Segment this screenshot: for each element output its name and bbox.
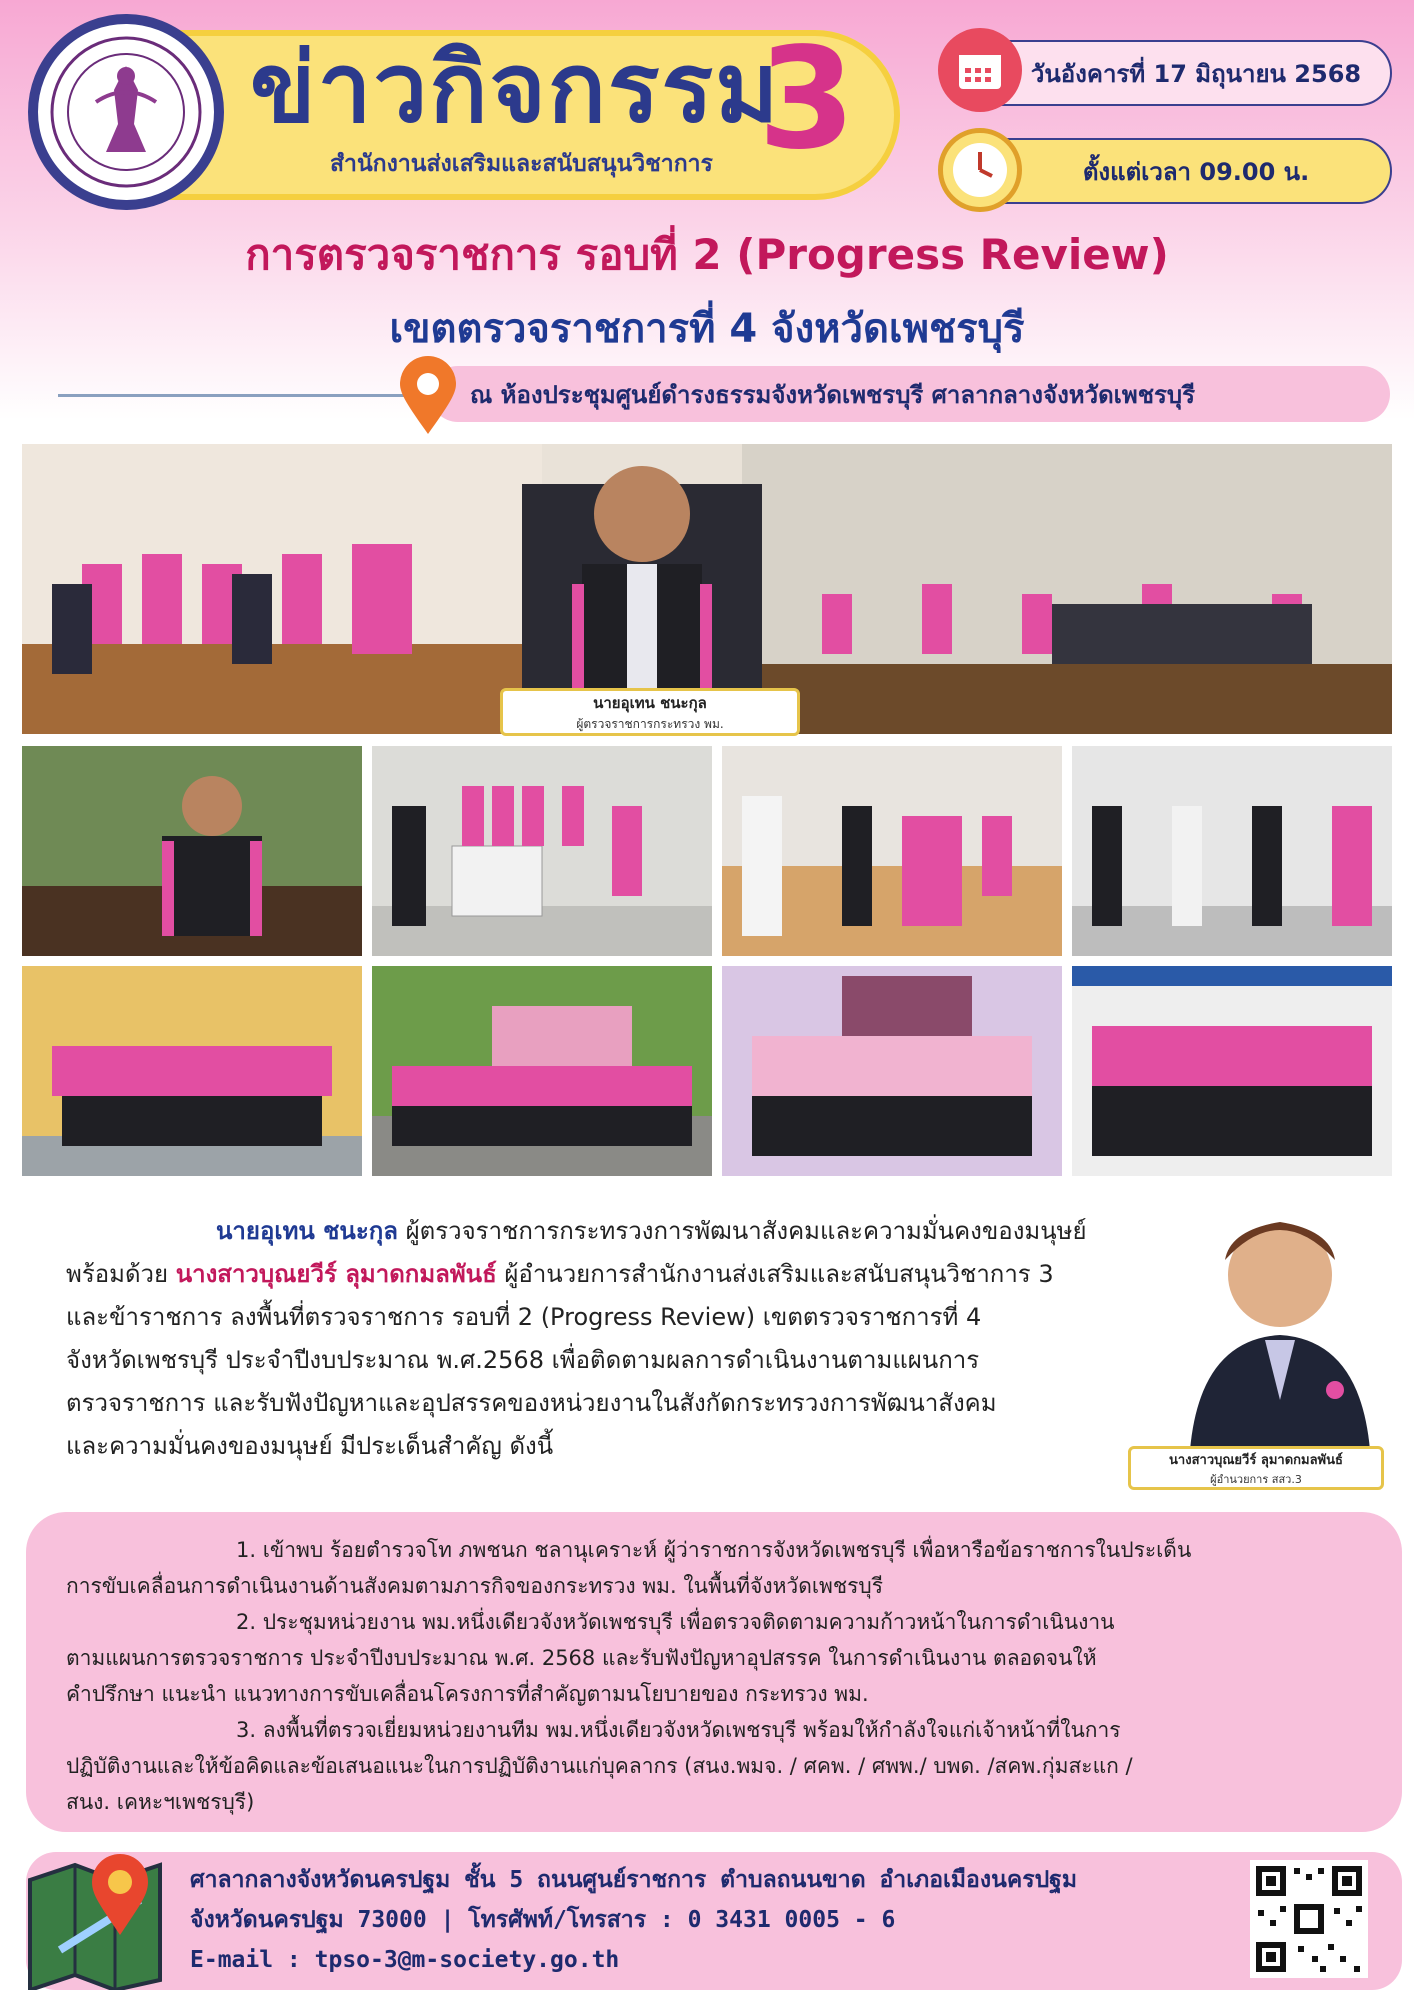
director-caption-role: ผู้อำนวยการ สสว.3 — [1210, 1473, 1302, 1486]
body-text-5: จังหวัดเพชรบุรี ประจำปีงบประมาณ พ.ศ.2568 เพื่อติดตามผลการดำเนินงานตามแผนการ — [66, 1346, 980, 1374]
photo-grid-4 — [1072, 746, 1392, 956]
calendar-icon — [938, 28, 1022, 112]
caption-name: นายอุเทน ชนะกุล — [593, 694, 707, 712]
director-portrait — [1170, 1200, 1390, 1450]
point-3-line-2: ปฏิบัติงานและให้ข้อคิดและข้อเสนอแนะในการปฏิบัติงานแก่บุคลากร (สนง.พมจ. / ศคพ. / ศพพ./ บพด. /สคพ.กุ่มสะแก / — [66, 1754, 1133, 1778]
footer-address: ศาลากลางจังหวัดนครปฐม ชั้น 5 ถนนศูนย์ราชการ ตำบลถนนขาด อำเภอเมืองนครปฐม — [190, 1867, 1078, 1893]
photo-grid-7 — [722, 966, 1062, 1176]
photo-grid-2 — [372, 746, 712, 956]
point-1-line-2: การขับเคลื่อนการดำเนินงานด้านสังคมตามภารกิจของกระทรวง พม. ในพื้นที่จังหวัดเพชรบุรี — [66, 1574, 884, 1598]
footer-contact — [190, 1860, 1190, 1980]
time-text: ตั้งแต่เวลา 09.00 น. — [1082, 157, 1310, 186]
point-3-line-3: สนง. เคหะฯเพชรบุรี) — [66, 1790, 255, 1814]
point-2-line-2: ตามแผนการตรวจราชการ ประจำปีงบประมาณ พ.ศ. 2568 และรับฟังปัญหาอุปสรรค ในการดำเนินงาน ตลอดจนให้ — [66, 1646, 1097, 1670]
footer-phone: จังหวัดนครปฐม 73000 | โทรศัพท์/โทรสาร : 0 3431 0005 - 6 — [190, 1907, 896, 1933]
point-2-line-1: 2. ประชุมหน่วยงาน พม.หนึ่งเดียวจังหวัดเพชรบุรี เพื่อตรวจติดตามความก้าวหน้าในการดำเนินงาน — [236, 1610, 1115, 1634]
body-text-7: และความมั่นคงของมนุษย์ มีประเด็นสำคัญ ดังนี้ — [66, 1432, 554, 1460]
inspector-name: นายอุเทน ชนะกุล — [216, 1217, 398, 1245]
location-text: ณ ห้องประชุมศูนย์ดำรงธรรมจังหวัดเพชรบุรี ศาลากลางจังหวัดเพชรบุรี — [470, 380, 1195, 409]
headline-title: การตรวจราชการ รอบที่ 2 (Progress Review) — [245, 230, 1169, 279]
body-text-2: พร้อมด้วย — [66, 1260, 176, 1288]
newsletter-title: ข่าวกิจกรรม — [250, 32, 781, 144]
time-pill — [960, 138, 1392, 204]
date-text: วันอังคารที่ 17 มิถุนายน 2568 — [1030, 59, 1362, 88]
headline-region: เขตตรวจราชการที่ 4 จังหวัดเพชรบุรี — [389, 306, 1025, 352]
seal-icon — [46, 32, 206, 192]
main-photo-caption — [500, 688, 800, 736]
photo-grid-1 — [22, 746, 362, 956]
body-text-1: ผู้ตรวจราชการกระทรวงการพัฒนาสังคมและความมั่นคงของมนุษย์ — [397, 1217, 1087, 1245]
body-text-6: ตรวจราชการ และรับฟังปัญหาและอุปสรรคของหน่วยงานในสังกัดกระทรวงการพัฒนาสังคม — [66, 1389, 997, 1417]
photo-grid-8 — [1072, 966, 1392, 1176]
newsletter-number: 3 — [758, 18, 856, 181]
body-paragraph — [66, 1210, 1196, 1468]
caption-role: ผู้ตรวจราชการกระทรวง พม. — [576, 717, 724, 731]
clock-icon — [938, 128, 1022, 212]
body-text-4: และข้าราชการ ลงพื้นที่ตรวจราชการ รอบที่ 2 (Progress Review) เขตตรวจราชการที่ 4 — [66, 1303, 982, 1331]
divider-line — [58, 394, 408, 397]
body-text-3: ผู้อำนวยการสำนักงานส่งเสริมและสนับสนุนวิชาการ 3 — [496, 1260, 1054, 1288]
qr-code — [1250, 1860, 1368, 1978]
director-caption — [1128, 1446, 1384, 1490]
photo-grid-3 — [722, 746, 1062, 956]
photo-grid-5 — [22, 966, 362, 1176]
key-points-box — [26, 1512, 1402, 1832]
location-pill — [430, 366, 1390, 422]
director-name: นางสาวบุณยวีร์ ลุมาดกมลพันธ์ — [175, 1260, 497, 1288]
location-pin-icon — [398, 356, 458, 436]
point-2-line-3: คำปรึกษา แนะนำ แนวทางการขับเคลื่อนโครงการที่สำคัญตามนโยบายของ กระทรวง พม. — [66, 1682, 869, 1706]
director-caption-name: นางสาวบุณยวีร์ ลุมาดกมลพันธ์ — [1169, 1453, 1343, 1468]
photo-grid-6 — [372, 966, 712, 1176]
point-1-line-1: 1. เข้าพบ ร้อยตำรวจโท ภพชนก ชลานุเคราะห์ ผู้ว่าราชการจังหวัดเพชรบุรี เพื่อหารือข้อราชการในประเด็น — [236, 1538, 1192, 1562]
map-pin-icon — [20, 1840, 170, 1990]
date-pill — [960, 40, 1392, 106]
point-3-line-1: 3. ลงพื้นที่ตรวจเยี่ยมหน่วยงานทีม พม.หนึ่งเดียวจังหวัดเพชรบุรี พร้อมให้กำลังใจแก่เจ้าหน้าที่ในการ — [236, 1718, 1121, 1742]
office-name: สำนักงานส่งเสริมและสนับสนุนวิชาการ — [330, 151, 713, 177]
ministry-seal-logo — [28, 14, 224, 210]
footer-email[interactable]: E-mail : tpso-3@m-society.go.th — [190, 1947, 620, 1973]
